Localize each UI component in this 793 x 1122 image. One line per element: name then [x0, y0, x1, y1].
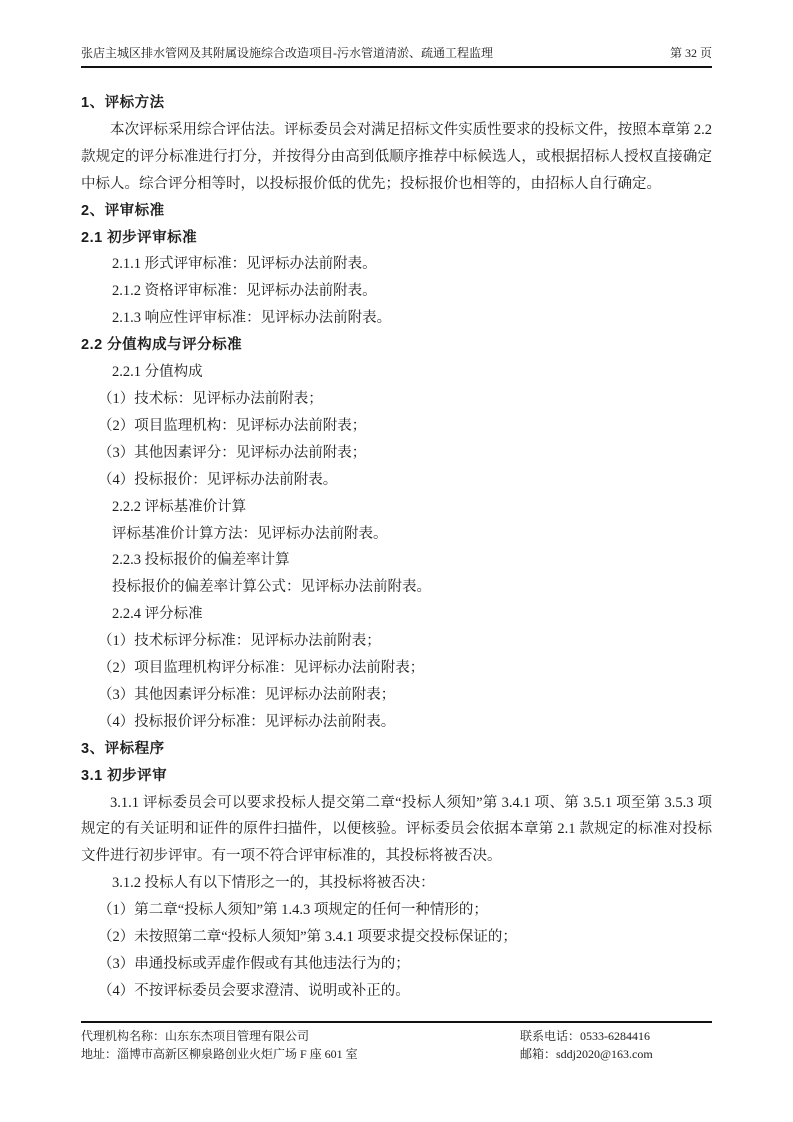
footer-address: 地址：淄博市高新区柳泉路创业火炬广场 F 座 601 室: [81, 1047, 358, 1061]
footer-right-column: [520, 1027, 712, 1063]
list-item: （1）技术标：见评标办法前附表；: [98, 390, 323, 407]
page-number: 第 32 页: [669, 46, 712, 60]
section-heading: 3、评标程序: [81, 740, 165, 757]
text-line: 2.2.2 评标基准价计算: [112, 498, 247, 515]
text-line: 2.1.2 资格评审标准：见评标办法前附表。: [112, 283, 377, 300]
list-item: （3）其他因素评分标准：见评标办法前附表；: [98, 686, 396, 703]
page-footer: [81, 1021, 712, 1063]
footer-left-column: [81, 1027, 358, 1063]
footer-phone: 联系电话：0533-6284416: [520, 1029, 650, 1043]
list-item: （2）项目监理机构：见评标办法前附表；: [98, 417, 367, 434]
footer-agency-name: 代理机构名称：山东东杰项目管理有限公司: [81, 1029, 310, 1043]
paragraph: 3.1.1 评标委员会可以要求投标人提交第二章“投标人须知”第 3.4.1 项、第 3.5.1 项至第 3.5.3 项规定的有关证明和证件的原件扫描件，以便核验。评标委员会依据本章第 2.1 款规定的标准对投标文件进行初步评审。有一项不符合评审标准的，其投标将被否决。: [81, 794, 712, 865]
list-item: （2）未按照第二章“投标人须知”第 3.4.1 项要求提交投标保证的；: [98, 929, 517, 946]
list-item: （2）项目监理机构评分标准：见评标办法前附表；: [98, 660, 425, 677]
list-item: （3）其他因素评分：见评标办法前附表；: [98, 444, 367, 461]
text-line: 2.1.3 响应性评审标准：见评标办法前附表。: [112, 310, 392, 327]
list-item: （4）不按评标委员会要求澄清、说明或补正的。: [98, 982, 410, 999]
text-line: 2.2.1 分值构成: [112, 364, 203, 381]
text-line: 投标报价的偏差率计算公式：见评标办法前附表。: [112, 579, 431, 596]
list-item: （1）第二章“投标人须知”第 1.4.3 项规定的任何一种情形的；: [98, 902, 488, 919]
text-line: 2.1.1 形式评审标准：见评标办法前附表。: [112, 256, 377, 273]
header-project-title: 张店主城区排水管网及其附属设施综合改造项目-污水管道清淤、疏通工程监理: [81, 46, 493, 60]
section-heading: 2、评审标准: [81, 202, 165, 219]
document-body: [81, 90, 712, 1005]
section-heading: 3.1 初步评审: [81, 767, 168, 784]
section-heading: 1、评标方法: [81, 95, 165, 111]
page-header: [81, 46, 712, 68]
text-line: 2.2.3 投标报价的偏差率计算: [112, 552, 290, 569]
list-item: （3）串通投标或弄虚作假或有其他违法行为的；: [98, 956, 410, 972]
text-line: 2.2.4 评分标准: [112, 606, 203, 623]
text-line: 3.1.2 投标人有以下情形之一的，其投标将被否决：: [112, 875, 435, 892]
section-heading: 2.1 初步评审标准: [81, 229, 198, 246]
list-item: （1）技术标评分标准：见评标办法前附表；: [98, 633, 381, 650]
section-heading: 2.2 分值构成与评分标准: [81, 337, 243, 354]
text-line: 评标基准价计算方法：见评标办法前附表。: [112, 525, 388, 542]
footer-email: 邮箱：sddj2020@163.com: [520, 1047, 653, 1061]
list-item: （4）投标报价：见评标办法前附表。: [98, 471, 338, 488]
list-item: （4）投标报价评分标准：见评标办法前附表。: [98, 713, 396, 730]
paragraph: 本次评标采用综合评估法。评标委员会对满足招标文件实质性要求的投标文件，按照本章第 2.2 款规定的评分标准进行打分，并按得分由高到低顺序推荐中标候选人，或根据招标人授权直接确定中标人。综合评分相等时，以投标报价低的优先；投标报价也相等的，由招标人自行确定。: [81, 121, 712, 192]
